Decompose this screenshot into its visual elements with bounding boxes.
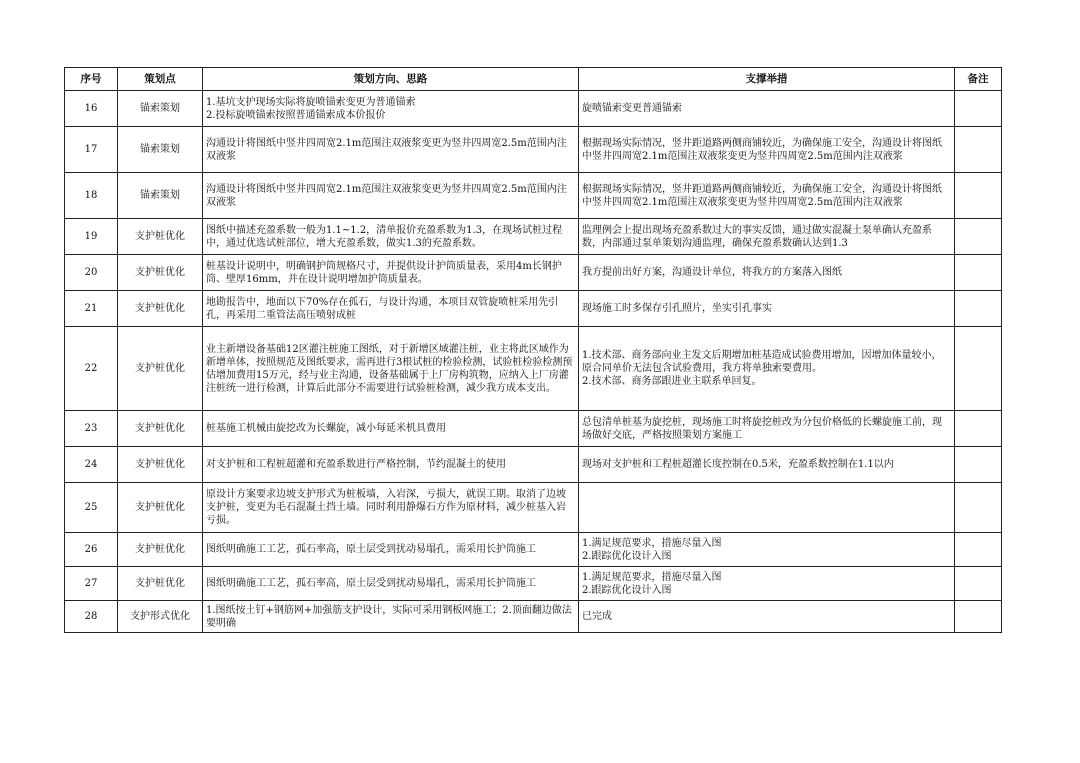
table-body bbox=[65, 91, 1002, 633]
table-row bbox=[65, 173, 1002, 219]
table-row bbox=[65, 567, 1002, 601]
table-row bbox=[65, 127, 1002, 173]
row-note bbox=[955, 255, 1002, 291]
row-measure: 我方提前出好方案，沟通设计单位，将我方的方案落入图纸 bbox=[579, 255, 955, 291]
table-header-row bbox=[65, 68, 1002, 91]
row-planning-point: 支护桩优化 bbox=[118, 219, 203, 255]
row-number: 23 bbox=[65, 411, 118, 447]
row-measure: 1.技术部、商务部向业主发文后期增加桩基造成试验费用增加，因增加体量较小，原合同单价无法包含试验费用，我方将单独索要费用。 2.技术部、商务部跟进业主联系单回复。 bbox=[579, 327, 955, 411]
row-number: 21 bbox=[65, 291, 118, 327]
row-measure: 监理例会上提出现场充盈系数过大的事实反馈，通过做实混凝土泵单确认充盈系数，内部通过泵单策划沟通监理，确保充盈系数确认达到1.3 bbox=[579, 219, 955, 255]
row-planning-point: 锚索策划 bbox=[118, 127, 203, 173]
row-planning-point: 锚索策划 bbox=[118, 91, 203, 127]
row-direction: 地勘报告中，地面以下70%存在孤石，与设计沟通，本项目双管旋喷桩采用先引孔，再采用二重管法高压喷射成桩 bbox=[203, 291, 579, 327]
header-point: 策划点 bbox=[118, 68, 203, 91]
planning-table-sheet bbox=[64, 67, 1001, 633]
row-planning-point: 支护桩优化 bbox=[118, 291, 203, 327]
row-planning-point: 锚索策划 bbox=[118, 173, 203, 219]
row-direction: 沟通设计将图纸中竖井四周宽2.1m范围注双液浆变更为竖井四周宽2.5m范围内注双液浆 bbox=[203, 173, 579, 219]
row-note bbox=[955, 327, 1002, 411]
row-number: 16 bbox=[65, 91, 118, 127]
table-row bbox=[65, 483, 1002, 533]
row-direction: 原设计方案要求边坡支护形式为桩板墙，入岩深，亏损大，就误工期。取消了边坡支护桩，变更为毛石混凝土挡土墙。同时利用静爆石方作为原材料，减少桩基入岩亏损。 bbox=[203, 483, 579, 533]
row-note bbox=[955, 567, 1002, 601]
row-direction: 桩基设计说明中，明确钢护筒规格尺寸，并提供设计护筒质量表，采用4m长钢护筒、壁厚16mm，并在设计说明增加护筒质量表。 bbox=[203, 255, 579, 291]
row-direction: 图纸明确施工工艺，孤石率高，原土层受到扰动易塌孔，需采用长护筒施工 bbox=[203, 567, 579, 601]
row-planning-point: 支护桩优化 bbox=[118, 327, 203, 411]
table-row bbox=[65, 447, 1002, 483]
row-planning-point: 支护桩优化 bbox=[118, 411, 203, 447]
header-no: 序号 bbox=[65, 68, 118, 91]
row-direction: 1.图纸按土钉+钢筋网+加强筋支护设计，实际可采用钢板网施工；2.顶面翻边做法要明确 bbox=[203, 601, 579, 633]
row-measure: 现场对支护桩和工程桩超灌长度控制在0.5米，充盈系数控制在1.1以内 bbox=[579, 447, 955, 483]
table-row bbox=[65, 91, 1002, 127]
table-row bbox=[65, 411, 1002, 447]
row-planning-point: 支护桩优化 bbox=[118, 447, 203, 483]
header-measure: 支撑举措 bbox=[579, 68, 955, 91]
row-note bbox=[955, 533, 1002, 567]
row-note bbox=[955, 291, 1002, 327]
row-direction: 桩基施工机械由旋挖改为长螺旋，减小每延米机具费用 bbox=[203, 411, 579, 447]
row-note bbox=[955, 411, 1002, 447]
row-number: 20 bbox=[65, 255, 118, 291]
row-number: 27 bbox=[65, 567, 118, 601]
row-note bbox=[955, 219, 1002, 255]
row-measure: 现场施工时多保存引孔照片，坐实引孔事实 bbox=[579, 291, 955, 327]
row-number: 19 bbox=[65, 219, 118, 255]
row-measure: 总包清单桩基为旋挖桩，现场施工时将旋挖桩改为分包价格低的长螺旋施工前，现场做好交底，严格按照策划方案施工 bbox=[579, 411, 955, 447]
row-direction: 图纸明确施工工艺，孤石率高，原土层受到扰动易塌孔，需采用长护筒施工 bbox=[203, 533, 579, 567]
row-measure: 根据现场实际情况，竖井距道路两侧商铺较近，为确保施工安全，沟通设计将图纸中竖井四周宽2.1m范围注双液浆变更为竖井四周宽2.5m范围内注双液浆 bbox=[579, 173, 955, 219]
row-measure: 已完成 bbox=[579, 601, 955, 633]
table-row bbox=[65, 327, 1002, 411]
row-number: 17 bbox=[65, 127, 118, 173]
planning-table bbox=[64, 67, 1002, 633]
row-number: 28 bbox=[65, 601, 118, 633]
row-measure: 1.满足规范要求，措施尽量入图 2.跟踪优化设计入图 bbox=[579, 533, 955, 567]
row-measure: 旋喷锚索变更普通锚索 bbox=[579, 91, 955, 127]
row-planning-point: 支护桩优化 bbox=[118, 483, 203, 533]
row-planning-point: 支护桩优化 bbox=[118, 255, 203, 291]
row-note bbox=[955, 601, 1002, 633]
row-number: 24 bbox=[65, 447, 118, 483]
row-direction: 1.基坑支护现场实际将旋喷锚索变更为普通锚索 2.投标旋喷锚索按照普通锚索成本价报价 bbox=[203, 91, 579, 127]
row-planning-point: 支护桩优化 bbox=[118, 567, 203, 601]
table-row bbox=[65, 601, 1002, 633]
row-note bbox=[955, 127, 1002, 173]
header-direction: 策划方向、思路 bbox=[203, 68, 579, 91]
row-number: 25 bbox=[65, 483, 118, 533]
row-direction: 沟通设计将图纸中竖井四周宽2.1m范围注双液浆变更为竖井四周宽2.5m范围内注双液浆 bbox=[203, 127, 579, 173]
row-measure: 根据现场实际情况，竖井距道路两侧商铺较近，为确保施工安全，沟通设计将图纸中竖井四周宽2.1m范围注双液浆变更为竖井四周宽2.5m范围内注双液浆 bbox=[579, 127, 955, 173]
table-row bbox=[65, 533, 1002, 567]
row-number: 18 bbox=[65, 173, 118, 219]
row-note bbox=[955, 91, 1002, 127]
row-number: 22 bbox=[65, 327, 118, 411]
row-note bbox=[955, 173, 1002, 219]
table-row bbox=[65, 291, 1002, 327]
row-number: 26 bbox=[65, 533, 118, 567]
row-planning-point: 支护形式优化 bbox=[118, 601, 203, 633]
row-note bbox=[955, 483, 1002, 533]
row-direction: 图纸中描述充盈系数一般为1.1~1.2，清单报价充盈系数为1.3，在现场试桩过程中，通过优选试桩部位，增大充盈系数，做实1.3的充盈系数。 bbox=[203, 219, 579, 255]
row-measure: 1.满足规范要求，措施尽量入图 2.跟踪优化设计入图 bbox=[579, 567, 955, 601]
row-measure bbox=[579, 483, 955, 533]
row-direction: 对支护桩和工程桩超灌和充盈系数进行严格控制，节约混凝土的使用 bbox=[203, 447, 579, 483]
row-planning-point: 支护桩优化 bbox=[118, 533, 203, 567]
table-row bbox=[65, 255, 1002, 291]
row-direction: 业主新增设备基础12区灌注桩施工图纸，对于新增区域灌注桩，业主将此区域作为新增单体，按照规范及图纸要求，需再进行3根试桩的检验检测，试验桩检验检测预估增加费用15万元，经与业主沟通，设备基础属于上厂房构筑物，应纳入上厂房灌注桩统一进行检测，计算后此部分不需要进行试验桩检测，减少我方成本支出。 bbox=[203, 327, 579, 411]
table-row bbox=[65, 219, 1002, 255]
row-note bbox=[955, 447, 1002, 483]
header-note: 备注 bbox=[955, 68, 1002, 91]
